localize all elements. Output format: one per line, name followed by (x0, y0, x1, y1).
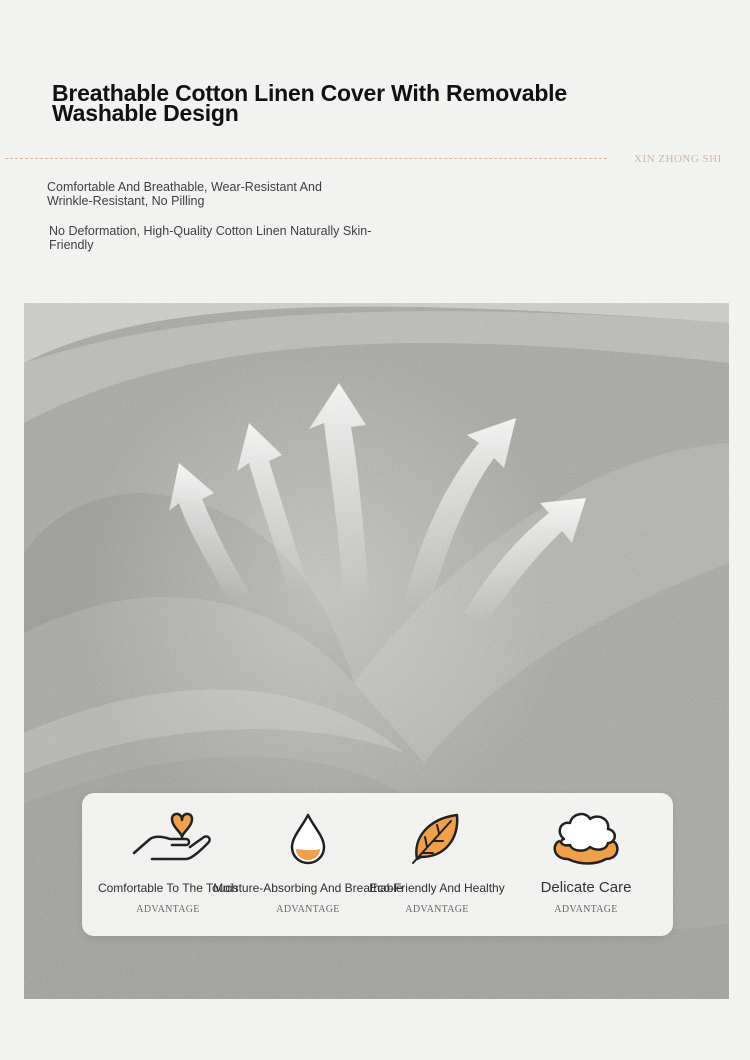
cotton-icon (512, 809, 660, 865)
feature-text-2: No Deformation, High-Quality Cotton Linen Naturally Skin-Friendly (49, 224, 372, 252)
advantage-item (363, 793, 511, 936)
advantage-item (213, 793, 403, 936)
divider (5, 158, 607, 159)
advantage-sub: ADVANTAGE (405, 904, 469, 915)
advantage-sub: ADVANTAGE (276, 904, 340, 915)
advantage-label: Eco-Friendly And Healthy (369, 881, 505, 895)
advantage-sub: ADVANTAGE (136, 904, 200, 915)
leaf-icon (363, 809, 511, 865)
advantages-card (82, 793, 673, 936)
hand-heart-icon (94, 809, 242, 865)
feature-text-1: Comfortable And Breathable, Wear-Resistant And Wrinkle-Resistant, No Pilling (47, 180, 322, 208)
advantage-label: Delicate Care (540, 879, 632, 896)
advantage-item (94, 793, 242, 936)
page-title: Breathable Cotton Linen Cover With Removable Washable Design (52, 80, 567, 126)
advantage-label: Moisture-Absorbing And Breathable (213, 881, 403, 895)
advantage-sub: ADVANTAGE (554, 904, 618, 915)
advantage-item (512, 793, 660, 936)
water-drop-icon (234, 809, 382, 865)
brand-name: XIN ZHONG SHI (634, 153, 722, 165)
advantage-label: Comfortable To The Touch (97, 881, 239, 895)
